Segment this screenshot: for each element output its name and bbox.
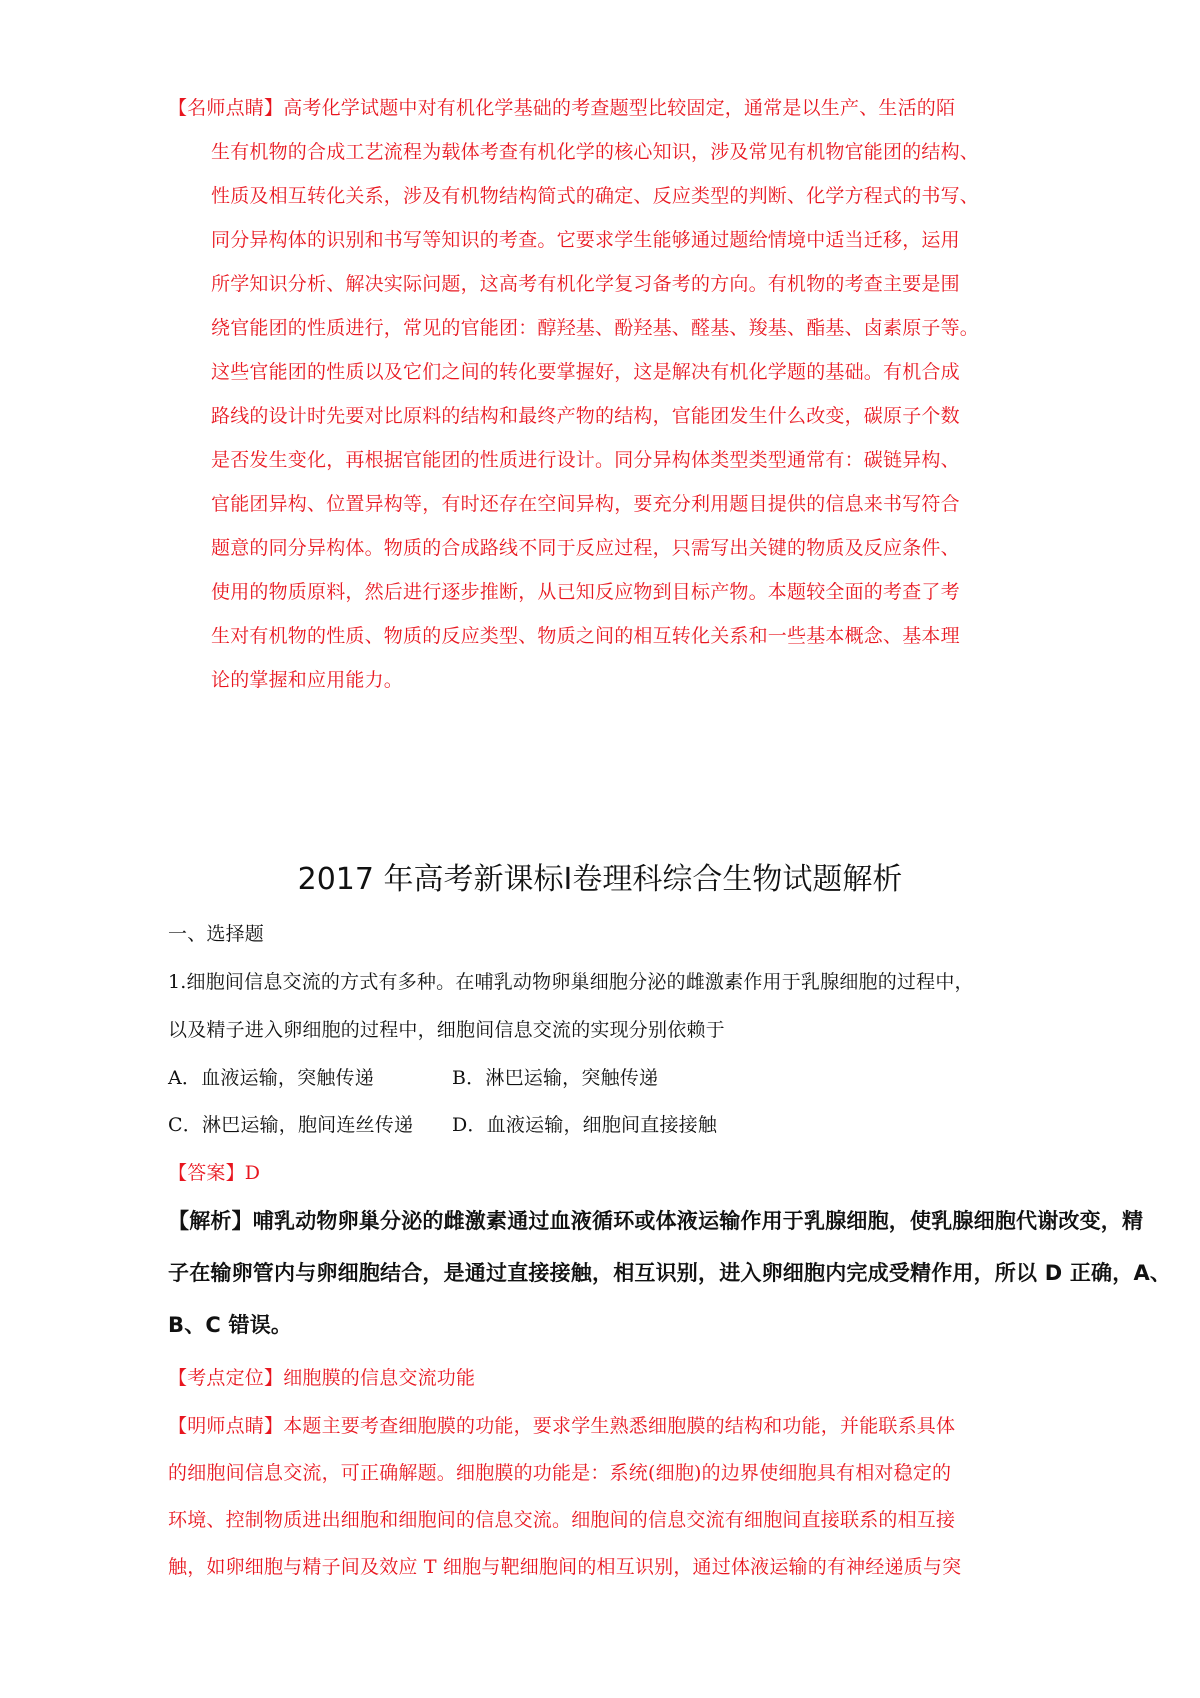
option-d [452,1110,717,1140]
commentary-line: 生有机物的合成工艺流程为载体考查有机化学的核心知识，涉及常见有机物官能团的结构、 [211,141,980,163]
commentary-line: 这些官能团的性质以及它们之间的转化要掌握好，这是解决有机化学题的基础。有机合成 [211,361,960,383]
key-point: 【考点定位】细胞膜的信息交流功能 [168,1367,476,1389]
option-letter: B． [452,1067,486,1089]
question-stem-line: 以及精子进入卵细胞的过程中，细胞间信息交流的实现分别依赖于 [168,1019,725,1041]
option-c [168,1110,413,1140]
question-stem-line: 1.细胞间信息交流的方式有多种。在哺乳动物卵巢细胞分泌的雌激素作用于乳腺细胞的过程中， [168,971,974,993]
answer: 【答案】D [168,1162,261,1184]
commentary-line: 所学知识分析、解决实际问题，这高考有机化学复习备考的方向。有机物的考查主要是围 [211,273,960,295]
option-a [168,1063,374,1093]
exam-title: 2017 年高考新课标Ⅰ卷理科综合生物试题解析 [297,862,903,897]
commentary-line: 【明师点睛】本题主要考查细胞膜的功能，要求学生熟悉细胞膜的结构和功能，并能联系具体 [168,1415,956,1437]
option-letter: A． [168,1067,202,1089]
commentary-line: 同分异构体的识别和书写等知识的考查。它要求学生能够通过题给情境中适当迁移，运用 [211,229,960,251]
commentary-line: 绕官能团的性质进行，常见的官能团：醇羟基、酚羟基、醛基、羧基、酯基、卤素原子等。 [211,317,980,339]
commentary-line: 是否发生变化，再根据官能团的性质进行设计。同分异构体类型类型通常有：碳链异构、 [211,449,960,471]
commentary-line: 使用的物质原料，然后进行逐步推断，从已知反应物到目标产物。本题较全面的考查了考 [211,581,960,603]
commentary-line: 【名师点睛】高考化学试题中对有机化学基础的考查题型比较固定，通常是以生产、生活的陌 [168,97,956,119]
analysis-line: 【解析】哺乳动物卵巢分泌的雌激素通过血液循环或体液运输作用于乳腺细胞，使乳腺细胞代谢改变，精 [168,1209,1144,1233]
commentary-line: 官能团异构、位置异构等，有时还存在空间异构，要充分利用题目提供的信息来书写符合 [211,493,960,515]
commentary-line: 题意的同分异构体。物质的合成路线不同于反应过程，只需写出关键的物质及反应条件、 [211,537,960,559]
commentary-line: 触，如卵细胞与精子间及效应 T 细胞与靶细胞间的相互识别，通过体液运输的有神经递质与突 [168,1556,962,1578]
option-letter: D． [452,1114,487,1136]
option-b [452,1063,658,1093]
commentary-line: 论的掌握和应用能力。 [211,669,404,691]
option-text: 血液运输，细胞间直接接触 [486,1114,718,1136]
commentary-line: 环境、控制物质进出细胞和细胞间的信息交流。细胞间的信息交流有细胞间直接联系的相互接 [168,1509,956,1531]
commentary-line: 路线的设计时先要对比原料的结构和最终产物的结构，官能团发生什么改变，碳原子个数 [211,405,960,427]
commentary-line: 的细胞间信息交流，可正确解题。细胞膜的功能是：系统(细胞)的边界使细胞具有相对稳定的 [168,1462,952,1484]
commentary-line: 生对有机物的性质、物质的反应类型、物质之间的相互转化关系和一些基本概念、基本理 [211,625,960,647]
option-text: 血液运输，突触传递 [201,1067,374,1089]
commentary-line: 性质及相互转化关系，涉及有机物结构简式的确定、反应类型的判断、化学方程式的书写、 [211,185,980,207]
option-text: 淋巴运输，突触传递 [485,1067,659,1089]
analysis-line: B、C 错误。 [168,1313,293,1337]
analysis-line: 子在输卵管内与卵细胞结合，是通过直接接触，相互识别，进入卵细胞内完成受精作用，所以 D 正确，A、 [168,1261,1172,1285]
option-text: 淋巴运输，胞间连丝传递 [201,1114,414,1136]
option-letter: C． [168,1114,202,1136]
section-heading: 一、选择题 [168,923,265,945]
